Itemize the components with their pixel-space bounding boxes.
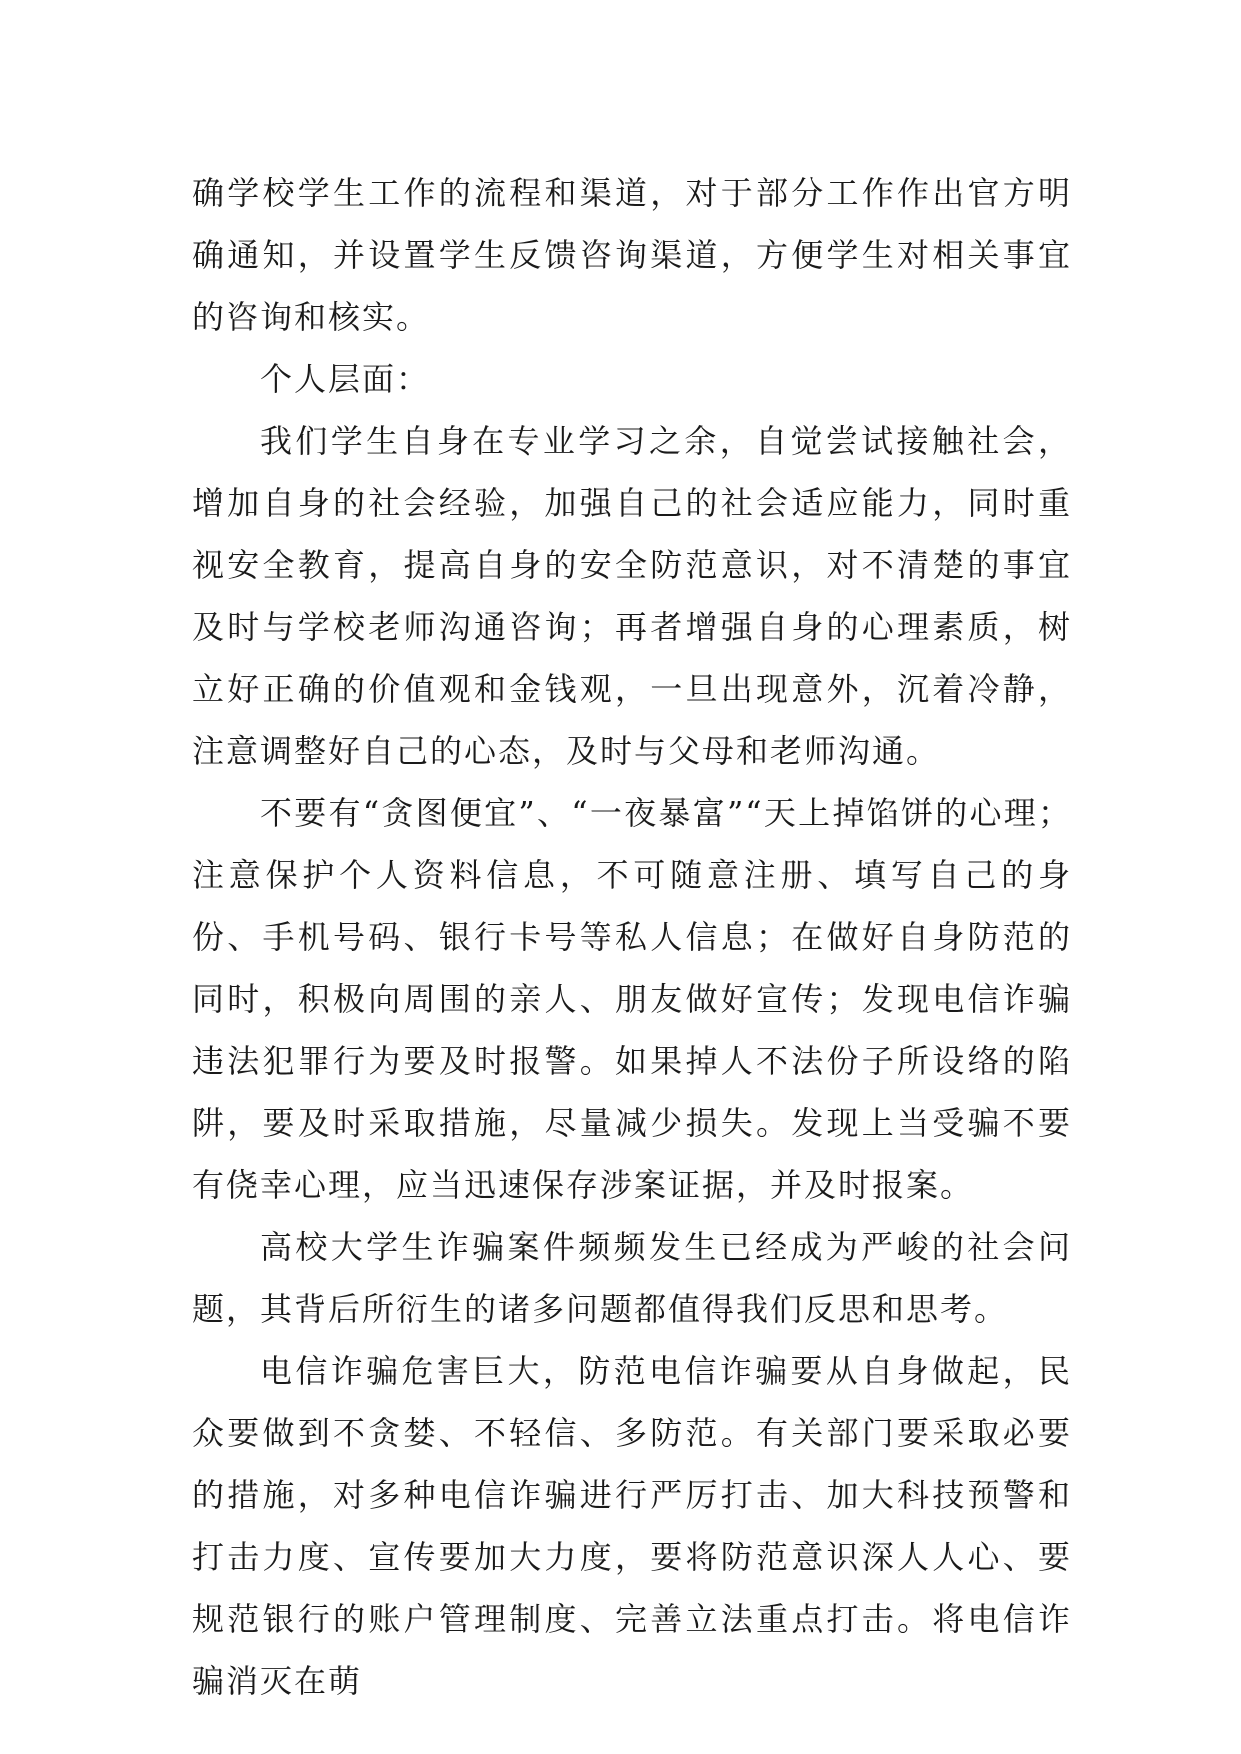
paragraph-student-self: 我们学生自身在专业学习之余，自觉尝试接触社会，增加自身的社会经验，加强自己的社会适应能力，同时重视安全教育，提高自身的安全防范意识，对不清楚的事宜及时与学校老师沟通咨询；再者增强自身的心理素质，树立好正确的价值观和金钱观，一旦出现意外，沉着冷静，注意调整好自己的心态，及时与父母和老师沟通。 [192, 422, 1072, 770]
paragraph-campus-fraud: 高校大学生诈骗案件频频发生已经成为严峻的社会问题，其背后所衍生的诸多问题都值得我们反思和思考。 [192, 1228, 1072, 1328]
document-body [192, 162, 1072, 1712]
paragraph-precautions: 不要有“贪图便宜”、“一夜暴富”“天上掉馅饼的心理；注意保护个人资料信息，不可随意注册、填写自己的身份、手机号码、银行卡号等私人信息；在做好自身防范的同时，积极向周围的亲人、朋友做好宣传；发现电信诈骗违法犯罪行为要及时报警。如果掉人不法份子所设络的陷阱，要及时采取措施，尽量减少损失。发现上当受骗不要有侥幸心理，应当迅速保存涉案证据，并及时报案。 [192, 794, 1072, 1204]
paragraph-continuation: 确学校学生工作的流程和渠道，对于部分工作作出官方明确通知，并设置学生反馈咨询渠道，方便学生对相关事宜的咨询和核实。 [192, 174, 1072, 336]
paragraph-telecom-fraud: 电信诈骗危害巨大，防范电信诈骗要从自身做起，民众要做到不贪婪、不轻信、多防范。有关部门要采取必要的措施，对多种电信诈骗进行严厉打击、加大科技预警和打击力度、宣传要加大力度，要将防范意识深人人心、要规范银行的账户管理制度、完善立法重点打击。将电信诈骗消灭在萌 [192, 1352, 1072, 1700]
paragraph-heading-personal-level: 个人层面： [260, 360, 431, 398]
